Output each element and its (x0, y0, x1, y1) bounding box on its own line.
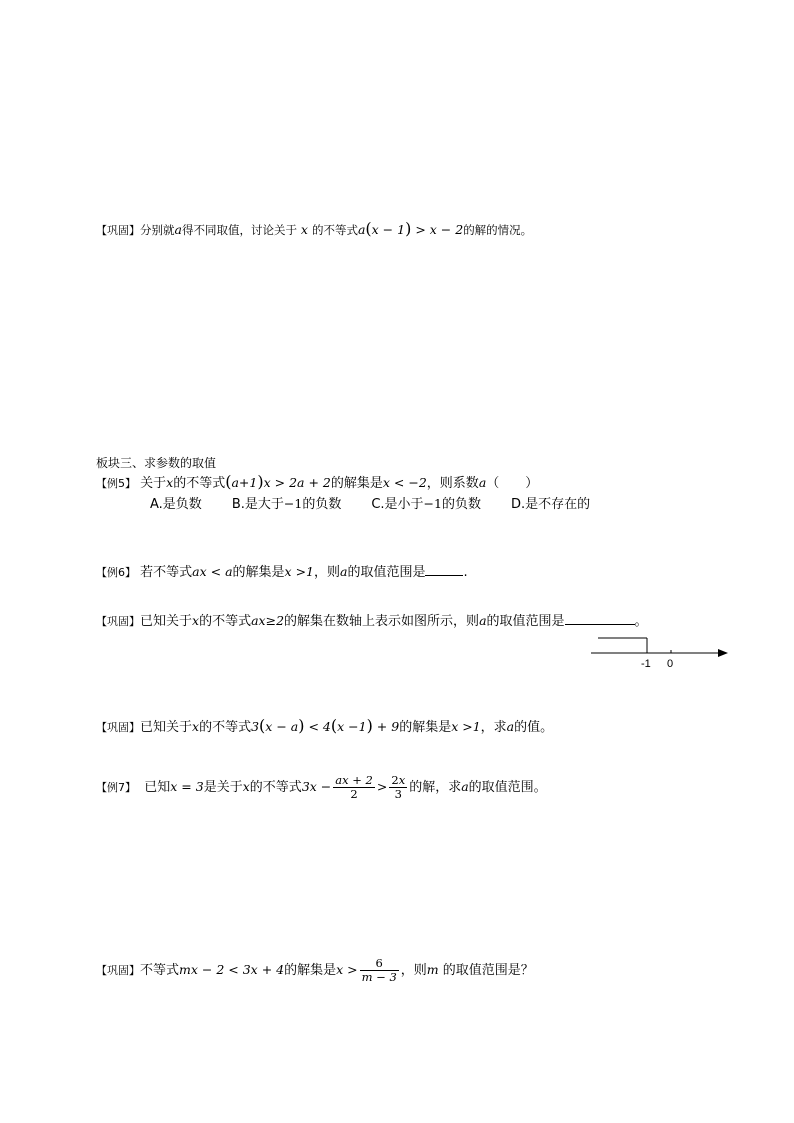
gonggu3-tag: 【巩固】 (96, 721, 140, 734)
gonggu1-line: 【巩固】分别就a得不同取值，讨论关于 x 的不等式a(x − 1) > x − 2的解的情况。 (96, 219, 533, 238)
gonggu1-inequality: a(x − 1) > x − 2 (357, 219, 464, 238)
ex7-inequality: 3x − $\frac{ax + 2}{2}$ > $\frac{2x}{3}$ (301, 773, 406, 801)
gonggu4-line: 【巩固】不等式mx − 2 < 3x + 4的解集是x > $\frac{6}{m - 3}$ ，则m 的取值范围是？ (96, 956, 534, 984)
gonggu4-tag: 【巩固】 (96, 964, 140, 977)
gonggu3-inequality: 3(x − a) < 4(x −1) + 9 (251, 716, 400, 735)
axis-label-neg1: -1 (641, 658, 651, 670)
ex6-answer-blank[interactable] (425, 561, 463, 576)
ex5-choice-a[interactable]: A.是负数 (150, 497, 202, 512)
axis-arrow-icon (718, 649, 728, 657)
gonggu3-line: 【巩固】已知关于x的不等式3(x − a) < 4(x −1) + 9的解集是x >1，求a的值。 (96, 716, 554, 735)
ex5-choice-b[interactable]: B.是大于−1的负数 (231, 496, 342, 512)
section-title: 板块三、求参数的取值 (96, 456, 217, 470)
ex5-line: 【例5】 关于x的不等式(a+1)x > 2a + 2的解集是x < −2，则系数a（ ） (96, 472, 539, 491)
ex5-choices (150, 494, 620, 515)
ex6-tag: 【例6】 (96, 566, 136, 579)
ex5-tag: 【例5】 (96, 477, 136, 490)
gonggu2-line: 【巩固】已知关于x的不等式ax≥2的解集在数轴上表示如图所示，则a的取值范围是 。 (96, 610, 648, 632)
gonggu2-inequality: ax≥2 (251, 613, 285, 628)
ex5-choice-c[interactable]: C.是小于−1的负数 (371, 496, 481, 512)
gonggu1-tag: 【巩固】 (96, 224, 140, 237)
ex7-line: 【例7】 已知x = 3是关于x的不等式3x − $\frac{ax + 2}{2}$ > $\frac{2x}{3}$ 的解，求a的取值范围。 (96, 773, 547, 801)
gonggu2-tag: 【巩固】 (96, 615, 140, 628)
ex5-choice-d[interactable]: D.是不存在的 (511, 497, 591, 512)
ex5-inequality: (a+1)x > 2a + 2 (225, 472, 331, 491)
ex6-inequality: ax < a (192, 564, 233, 579)
gonggu4-inequality: mx − 2 < 3x + 4 (179, 962, 285, 977)
number-line-figure (588, 632, 738, 672)
ex6-line: 【例6】 若不等式ax < a的解集是x >1，则a的取值范围是 . (96, 561, 468, 583)
axis-label-zero: 0 (667, 658, 674, 670)
ex7-tag: 【例7】 (96, 781, 136, 794)
gonggu2-answer-blank[interactable] (565, 610, 635, 625)
